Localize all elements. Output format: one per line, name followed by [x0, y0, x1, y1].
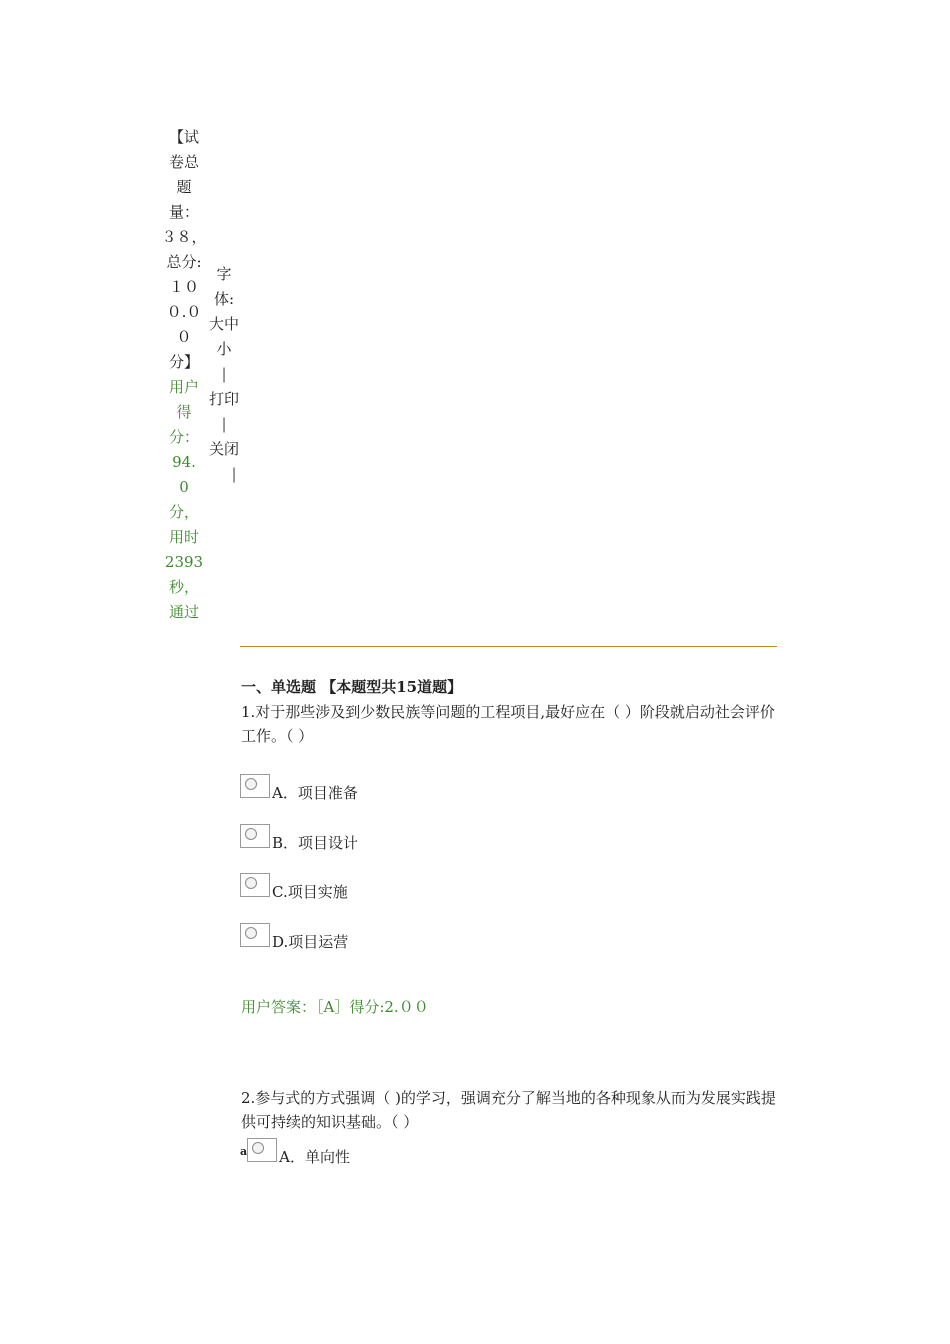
score-line: 0: [179, 478, 189, 496]
q1-option-d[interactable]: [240, 921, 349, 951]
option-label: C.项目实施: [272, 883, 348, 901]
option-label: B．项目设计: [272, 834, 359, 852]
score-line: 用时: [168, 528, 199, 546]
score-line: 用户: [168, 378, 199, 396]
user-score: [160, 375, 208, 625]
radio-circle-icon: [252, 1142, 264, 1154]
font-size-options: [205, 312, 243, 337]
option-label: D.项目运营: [272, 933, 349, 951]
separator: |: [221, 365, 227, 383]
radio-circle-icon: [245, 828, 257, 840]
summary-line: 题: [176, 178, 192, 196]
score-line: 通过: [168, 603, 199, 621]
separator: |: [231, 465, 237, 483]
font-size-small-link[interactable]: 小: [216, 340, 232, 358]
radio-circle-icon: [245, 927, 257, 939]
summary-line: ０.０: [166, 303, 202, 321]
option-marker: a: [240, 1145, 248, 1158]
q1-option-c[interactable]: [240, 871, 348, 901]
option-label: A．项目准备: [272, 784, 358, 802]
question-2-text: 2.参与式的方式强调（ )的学习，强调充分了解当地的各种现象从而为发展实践提供可持续的知识基础。（ ）: [241, 1089, 776, 1131]
q1-option-a[interactable]: [240, 772, 358, 802]
q2-option-a[interactable]: [240, 1136, 350, 1166]
toolbar: [205, 262, 243, 487]
score-line: 分：: [168, 428, 199, 446]
q1-option-b[interactable]: [240, 822, 359, 852]
summary-line: 【试: [168, 128, 199, 146]
radio-button[interactable]: [240, 873, 270, 897]
font-label: 字: [216, 265, 232, 283]
font-label: 体:: [213, 290, 235, 308]
option-label: A．单向性: [279, 1148, 350, 1166]
radio-button[interactable]: [240, 923, 270, 947]
radio-circle-icon: [245, 778, 257, 790]
question-1-text: 1.对于那些涉及到少数民族等问题的工程项目,最好应在（ ）阶段就启动社会评价工作。（ ）: [241, 703, 775, 745]
summary-line: ３８，: [161, 228, 207, 246]
summary-line: 总分:: [166, 253, 202, 271]
score-line: 得: [176, 403, 192, 421]
score-line: 分，: [168, 503, 199, 521]
summary-line: 卷总: [168, 153, 199, 171]
radio-button[interactable]: [247, 1138, 277, 1162]
print-link[interactable]: 打印: [208, 390, 239, 408]
section-divider: [240, 646, 777, 647]
separator: |: [221, 415, 227, 433]
radio-button[interactable]: [240, 824, 270, 848]
summary-line: 分】: [168, 353, 199, 371]
close-link[interactable]: 关闭: [208, 440, 239, 458]
section-heading: 一、单选题 【本题型共15道题】: [241, 678, 463, 696]
font-size-large-link[interactable]: 大: [208, 315, 224, 333]
summary-line: 量：: [168, 203, 199, 221]
summary-line: １０: [168, 278, 199, 296]
q1-user-answer: 用户答案：［A］得分:2.００: [241, 998, 429, 1016]
radio-button[interactable]: [240, 774, 270, 798]
summary-line: ０: [176, 328, 192, 346]
score-line: 2393: [164, 553, 204, 571]
font-size-medium-link[interactable]: 中: [224, 315, 240, 333]
exam-summary: [160, 125, 208, 625]
score-line: 秒，: [168, 578, 199, 596]
radio-circle-icon: [245, 877, 257, 889]
score-line: 94.: [172, 453, 196, 471]
